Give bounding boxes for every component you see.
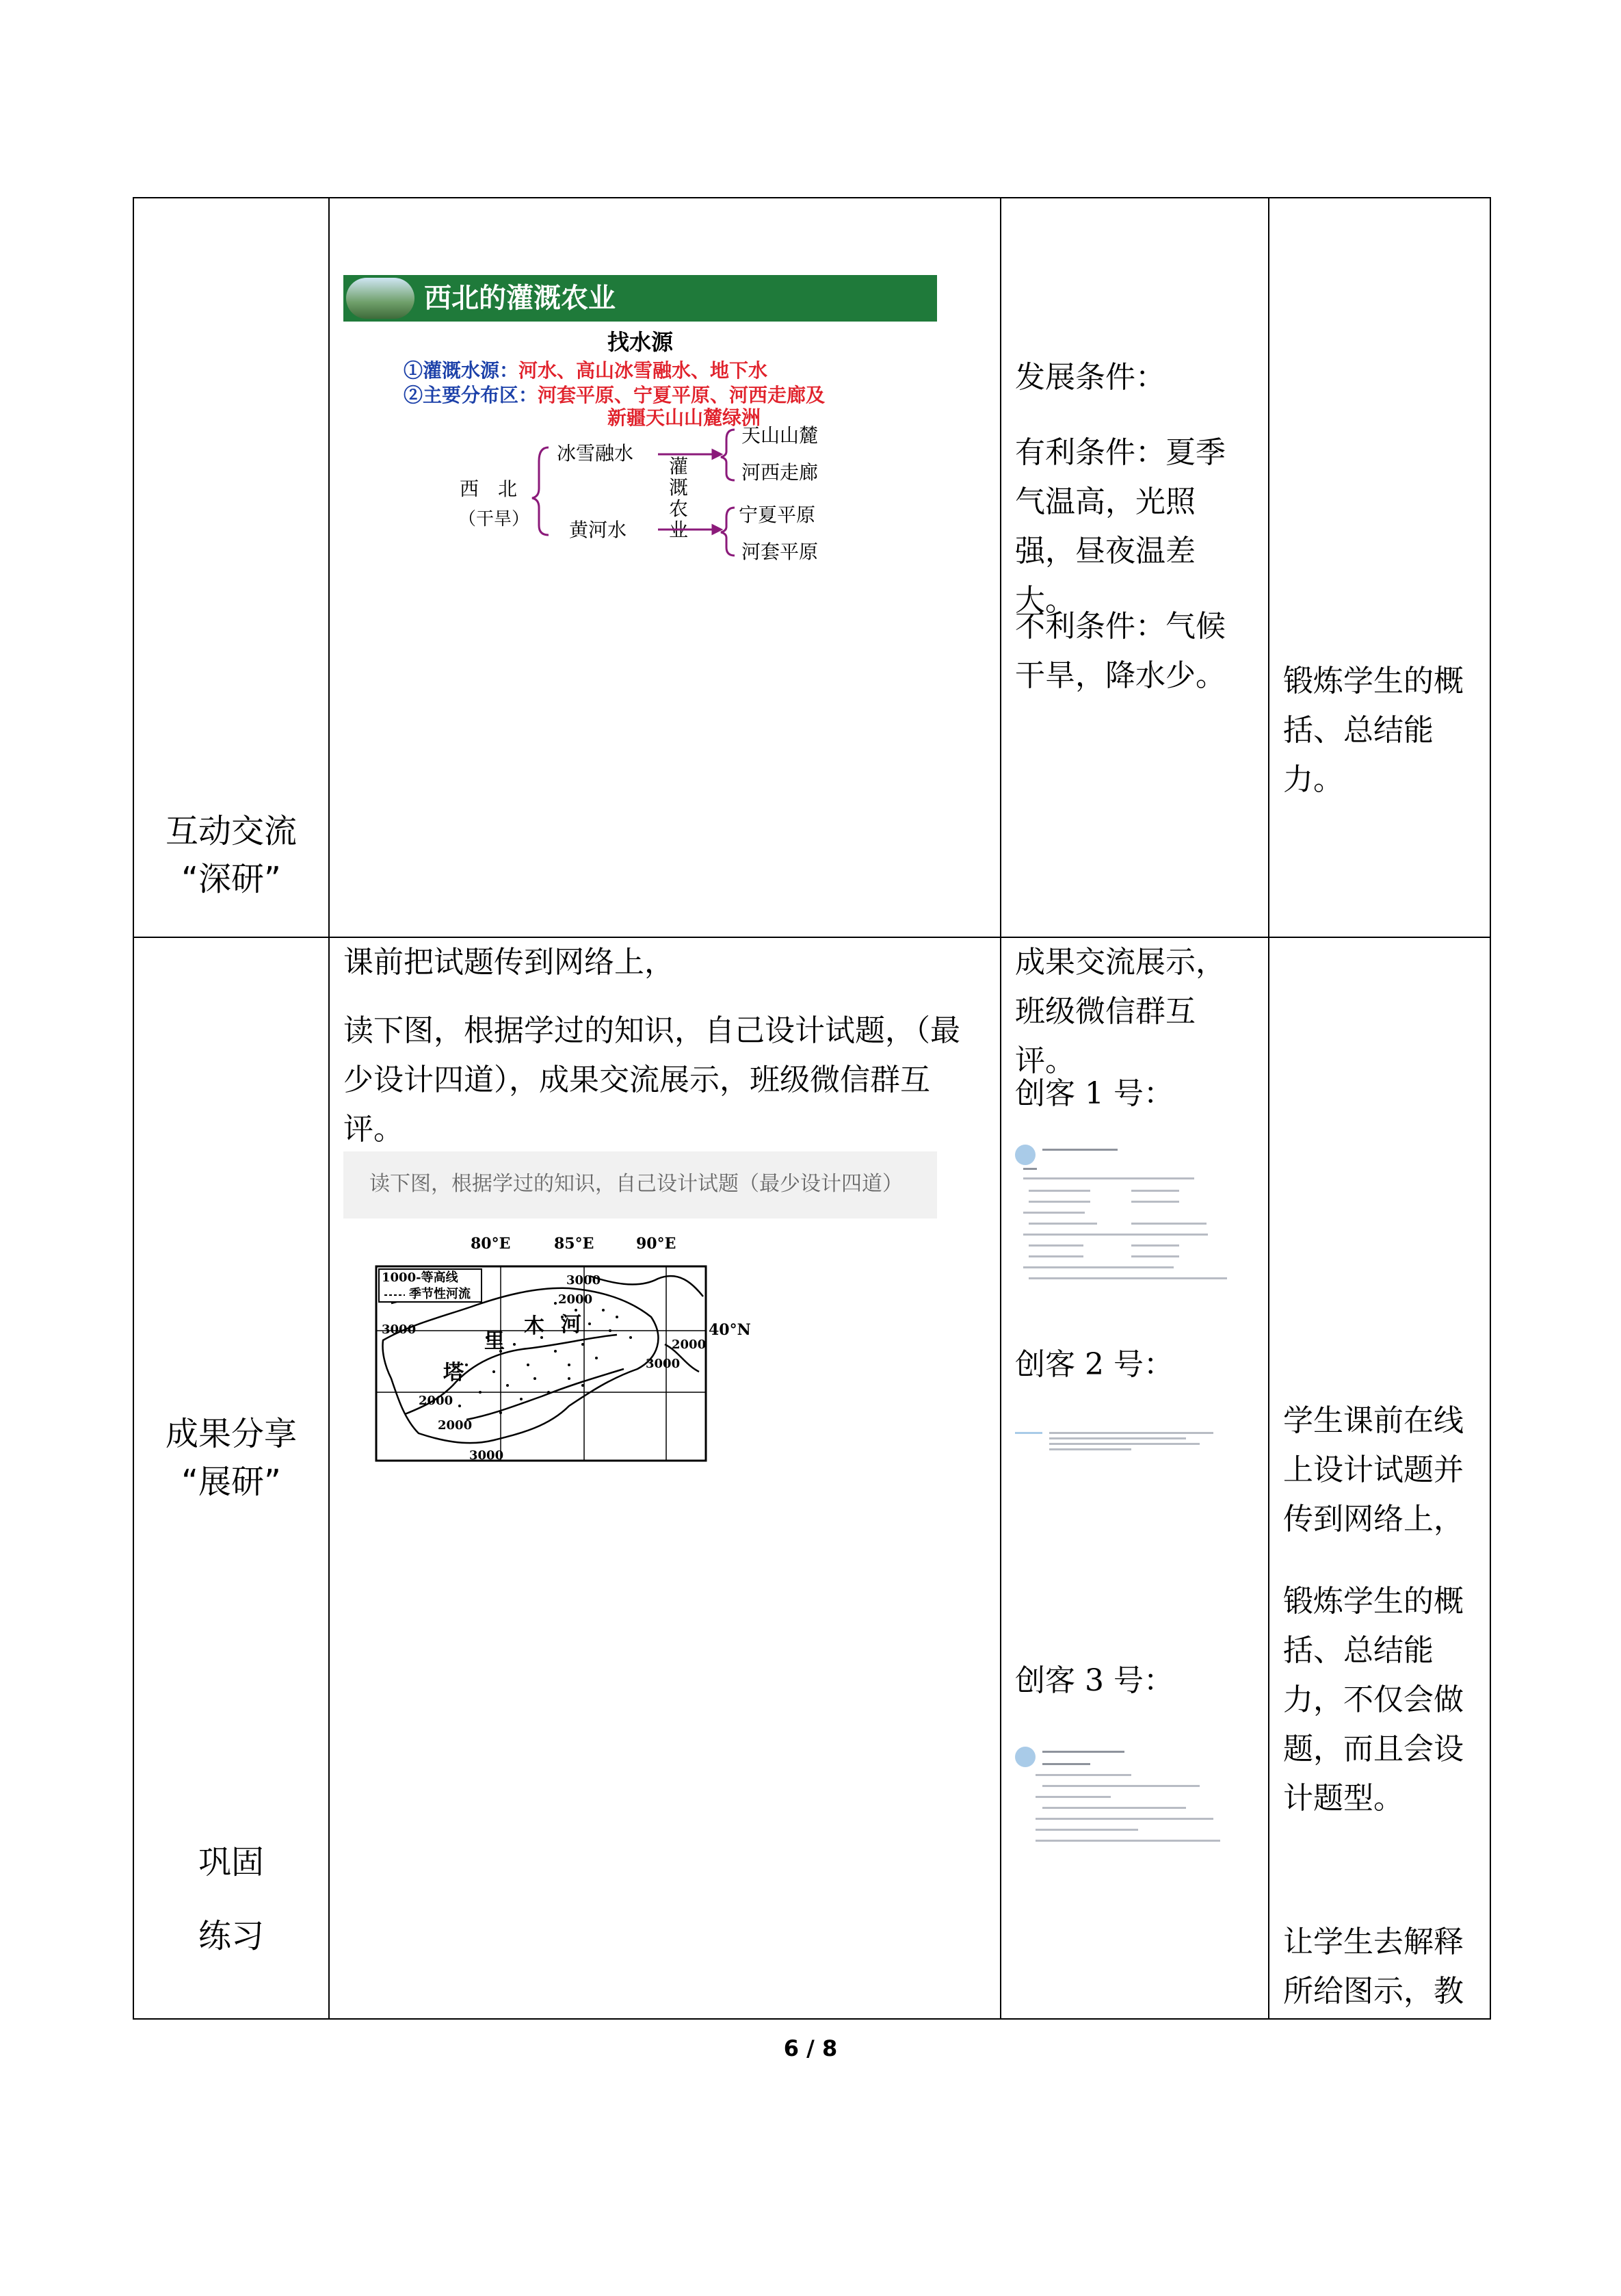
- stage-subtitle: “深研”: [181, 860, 281, 898]
- maker-2-label: 创客 2 号：: [1015, 1346, 1174, 1382]
- map-contour-label: 3000: [566, 1273, 601, 1288]
- diagram-source-1: 冰雪融水: [557, 442, 634, 465]
- teacher-activity-cell: [329, 198, 1001, 937]
- diagram-dest-2: 河西走廊: [741, 461, 819, 484]
- teacher-activity-cell: [329, 937, 1001, 2019]
- map-char: 塔: [443, 1360, 464, 1385]
- teacher-text-1: 课前把试题传到网络上，: [343, 944, 674, 980]
- slide-header: 西北的灌溉农业: [424, 283, 616, 314]
- design-intent-cell: [1269, 937, 1490, 2019]
- diagram-region-sub: （干旱）: [458, 509, 530, 530]
- maker-2-screenshot: [1015, 1431, 1213, 1451]
- student-text-2: 有利条件：夏季气温高，光照强，昼夜温差大。: [1015, 435, 1226, 618]
- map-char: 木: [524, 1314, 544, 1338]
- avatar: [1015, 1145, 1036, 1165]
- lesson-table: [133, 197, 1491, 2020]
- maker-3-screenshot: [1015, 1747, 1220, 1849]
- stage-cell: [133, 937, 329, 2019]
- map-drawing: [364, 1235, 720, 1467]
- table-row: [133, 198, 1490, 937]
- maker-1-label: 创客 1 号：: [1015, 1075, 1174, 1111]
- diagram-dest-4: 河套平原: [741, 540, 819, 563]
- map-contour-label: 3000: [469, 1448, 504, 1463]
- diagram-connectors: [343, 275, 937, 569]
- stage-title: 互动交流: [165, 812, 297, 850]
- stage-subtitle-2: 练习: [198, 1916, 264, 1955]
- intent-text-1: 学生课前在线上设计试题并传到网络上，: [1283, 1403, 1464, 1537]
- map-legend-contour: 1000-等高线: [382, 1270, 458, 1285]
- map-lon-90: 90°E: [636, 1234, 676, 1253]
- map-lon-85: 85°E: [554, 1234, 594, 1253]
- diagram-dest-3: 宁夏平原: [739, 504, 816, 526]
- slide-item-2-cont: 新疆天山山麓绿洲: [607, 406, 761, 429]
- intent-text-3: 让学生去解释所给图示，教: [1283, 1924, 1464, 2009]
- map-contour-label: 2000: [419, 1393, 453, 1408]
- slide-image: [343, 275, 937, 569]
- diagram-dest-1: 天山山麓: [741, 424, 819, 447]
- slide-item-2: ②主要分布区：河套平原、宁夏平原、河西走廊及: [404, 384, 826, 406]
- map-contour-label: 2000: [438, 1418, 473, 1433]
- student-text-1: 成果交流展示，班级微信群互评。: [1015, 944, 1226, 1078]
- intent-text-2: 锻炼学生的概括、总结能力，不仅会做题，而且会设计题型。: [1283, 1583, 1464, 1816]
- map-contour-label: 2000: [558, 1292, 593, 1307]
- question-banner: [343, 1151, 937, 1218]
- table-row: [133, 937, 1490, 2019]
- student-activity-cell: [1001, 198, 1269, 937]
- map-char: 河: [561, 1312, 581, 1337]
- stage-cell: [133, 198, 329, 937]
- banner-text: 读下图，根据学过的知识，自己设计试题（最少设计四道）: [369, 1171, 903, 1196]
- student-activity-cell: [1001, 937, 1269, 2019]
- student-text-1: 发展条件：: [1015, 360, 1165, 395]
- stage-subtitle: “展研”: [181, 1462, 281, 1501]
- student-text-3: 不利条件：气候干旱，降水少。: [1015, 609, 1226, 693]
- map-legend-river: 季节性河流: [409, 1286, 471, 1301]
- design-intent-cell: [1269, 198, 1490, 937]
- teacher-text-2: 读下图，根据学过的知识，自己设计试题，（最少设计四道），成果交流展示，班级微信群互评。: [343, 1013, 960, 1147]
- map-lat-40: 40°N: [709, 1320, 751, 1339]
- diagram-source-2: 黄河水: [569, 519, 627, 541]
- diagram-mid-label: 灌溉农业: [669, 455, 689, 541]
- diagram-region: 西 北: [460, 478, 518, 500]
- maker-1-screenshot: [1015, 1143, 1234, 1294]
- map-contour-label: 3000: [646, 1356, 681, 1371]
- page-number: 6 / 8: [783, 2035, 838, 2061]
- slide-subtitle: 找水源: [607, 329, 673, 355]
- intent-text: 锻炼学生的概括、总结能力。: [1283, 664, 1464, 797]
- map-char: 里: [484, 1329, 505, 1353]
- avatar: [1015, 1747, 1036, 1767]
- slide-item-1: ①灌溉水源：河水、高山冰雪融水、地下水: [404, 359, 768, 382]
- map-contour-label: 3000: [382, 1322, 417, 1337]
- stage-title-2: 巩固: [198, 1842, 264, 1881]
- tarim-map: [364, 1234, 751, 1467]
- stage-title: 成果分享: [165, 1414, 297, 1453]
- map-lon-80: 80°E: [471, 1234, 511, 1253]
- maker-3-label: 创客 3 号：: [1015, 1662, 1174, 1698]
- map-contour-label: 2000: [672, 1337, 707, 1352]
